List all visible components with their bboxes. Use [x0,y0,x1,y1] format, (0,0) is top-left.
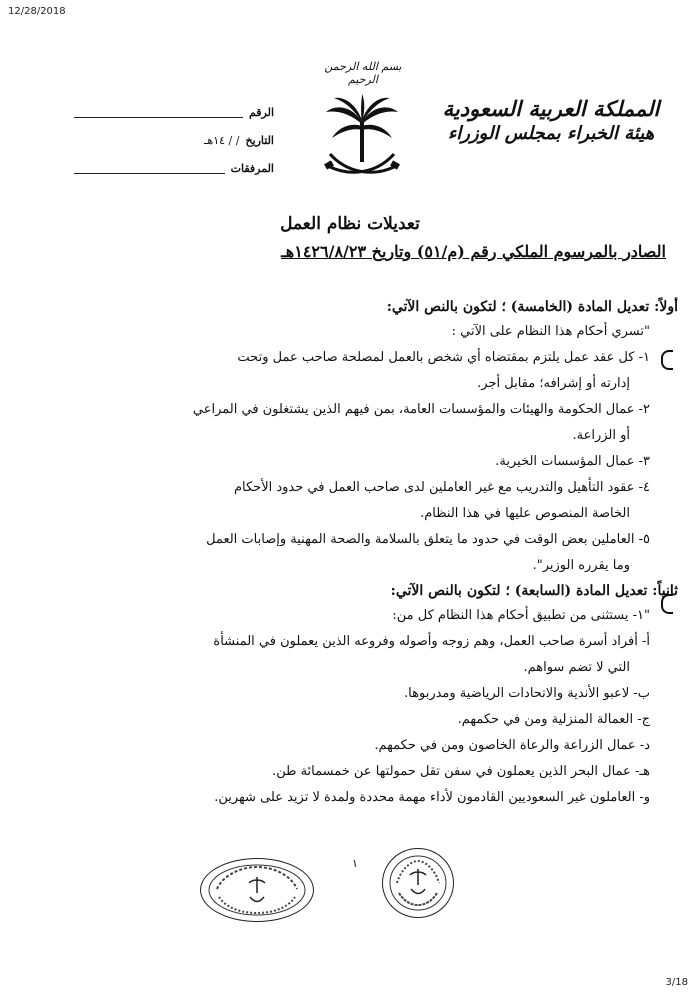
section2-heading: ثانياً: تعديل المادة (السابعة) ؛ لتكون بالنص الآتي: [390,583,678,599]
date-field [74,126,274,154]
section1-line: ٢- عمال الحكومة والهيئات والمؤسسات العامة، بمن فيهم الذين يشتغلون في المراعي [192,402,650,417]
attachments-line [74,163,225,174]
section1-line: أو الزراعة. [572,428,630,443]
section2-line: أ- أفراد أسرة صاحب العمل، وهم زوجه وأصوله وفروعه الذين يعملون في المنشأة [213,634,650,649]
attachments-label: المرفقات [230,161,274,175]
document-title: تعديلات نظام العمل [280,214,420,234]
letterhead-authority: هيئة الخبراء بمجلس الوزراء [447,123,655,144]
scan-date: 12/28/2018 [8,6,66,17]
section1-line: الخاصة المنصوص عليها في هذا النظام. [420,506,630,521]
attachments-field [74,154,274,182]
section2-intro: "١- يستثنى من تطبيق أحكام هذا النظام كل من: [392,608,650,623]
basmala: بسم الله الرحمن الرحيم [324,60,402,86]
footer-page-number: ١ [352,857,358,870]
section1-line: وما يقرره الوزير". [532,558,630,573]
date-label: التاريخ [245,133,274,147]
section1-line: إدارته أو إشرافه؛ مقابل أجر. [477,376,630,391]
section1-intro: "تسري أحكام هذا النظام على الآتي : [451,324,650,339]
section2-line: ب- لاعبو الأندية والاتحادات الرياضية ومدربوها. [404,686,650,701]
section1-line: ٣- عمال المؤسسات الخيرية. [495,454,650,469]
section2-line: هـ- عمال البحر الذين يعملون في سفن تقل حمولتها عن خمسمائة طن. [272,764,650,779]
section2-line: و- العاملون غير السعوديين القادمون لأداء مهمة محددة ولمدة لا تزيد على شهرين. [214,790,650,805]
letterhead [426,96,676,146]
ref-number-line [74,107,243,118]
official-seal-stamp-icon [382,848,454,918]
page-counter: 3/18 [665,977,688,988]
section1-line: ١- كل عقد عمل يلتزم بمقتضاه أي شخص بالعمل لمصلحة صاحب عمل وتحت [237,350,650,365]
date-value: / / ١٤هـ [204,133,240,147]
palm-swords-emblem-icon [322,92,402,187]
section2-line: د- عمال الزراعة والرعاة الخاصون ومن في حكمهم. [374,738,650,753]
section1-line: ٥- العاملين بعض الوقت في حدود ما يتعلق بالسلامة والصحة المهنية وإصابات العمل [206,532,650,547]
section1-heading: أولاً: تعديل المادة (الخامسة) ؛ لتكون بالنص الآتي: [386,299,678,315]
section2-line: التي لا تضم سواهم. [523,660,630,675]
ref-number-label: الرقم [248,105,274,119]
document-body [30,295,678,811]
letterhead-kingdom: المملكة العربية السعودية [442,96,660,121]
section1-line: ٤- عقود التأهيل والتدريب مع غير العاملين لدى صاحب العمل في حدود الأحكام [233,480,650,495]
reference-fields [74,98,274,182]
section2-line: ج- العمالة المنزلية ومن في حكمهم. [457,712,650,727]
ref-number-field [74,98,274,126]
document-subtitle: الصادر بالمرسوم الملكي رقم (م/٥١) وتاريخ ١٤٢٦/٨/٢٣هـ [281,242,666,261]
official-seal-stamp-icon [200,858,314,922]
